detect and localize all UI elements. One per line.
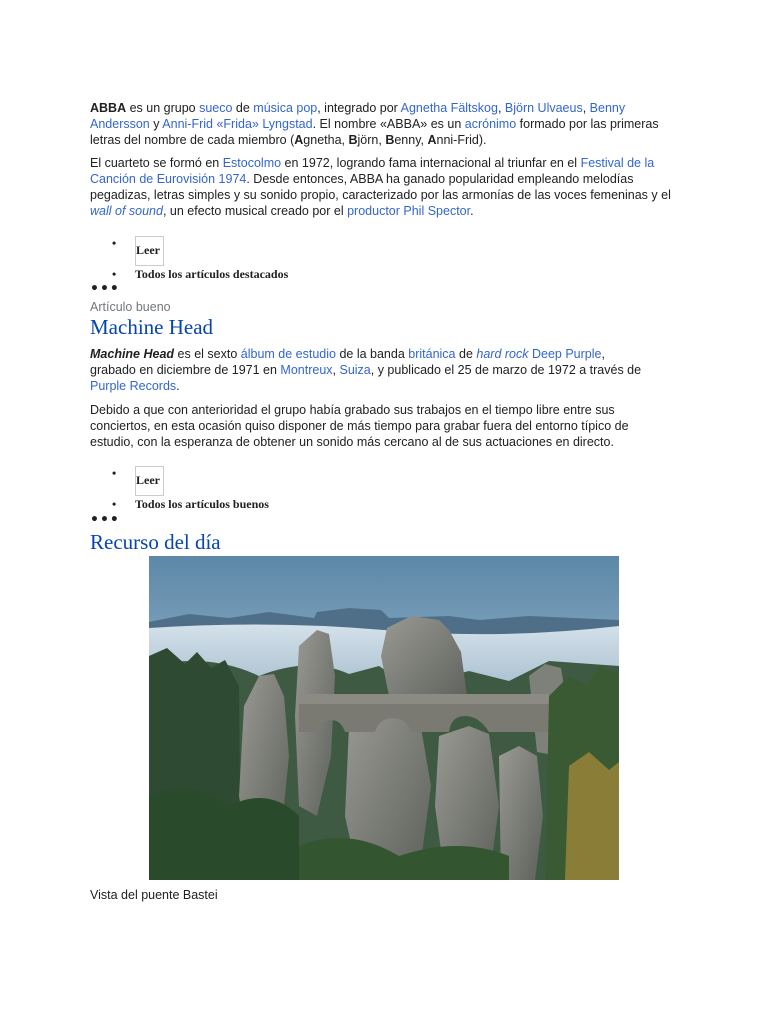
all-featured-articles-link[interactable]: Todos los artículos destacados bbox=[135, 267, 289, 281]
text-run: en 1972, logrando fama internacional al triunfar en el bbox=[281, 156, 581, 170]
text-run: , y publicado el 25 de marzo de 1972 a través de bbox=[370, 363, 642, 377]
read-good-button[interactable]: Leer bbox=[135, 466, 164, 496]
text-run: de la banda bbox=[335, 347, 409, 361]
text-run: enny, bbox=[394, 133, 428, 147]
text-run: de bbox=[455, 347, 477, 361]
text-run: El cuarteto se formó en bbox=[90, 156, 223, 170]
text-run: es un grupo bbox=[126, 101, 200, 115]
text-run: , bbox=[497, 101, 505, 115]
good-article-paragraph-1 bbox=[90, 346, 650, 394]
text-run: B bbox=[348, 133, 358, 147]
inline-link[interactable]: hard rock bbox=[476, 347, 529, 361]
text-run: ABBA bbox=[90, 101, 127, 115]
inline-link[interactable]: wall of sound bbox=[90, 204, 163, 218]
photo-caption: Vista del puente Bastei bbox=[90, 888, 218, 902]
text-run: . Desde entonces, ABBA ha ganado popularidad empleando melodías pegadizas, letras simples y su sonido propio, caracterizado por las armonías de las voces femeninas y el bbox=[90, 172, 671, 202]
read-featured-item bbox=[90, 236, 390, 266]
text-run: jörn, bbox=[357, 133, 386, 147]
all-featured-item bbox=[90, 267, 390, 282]
text-run: B bbox=[385, 133, 395, 147]
inline-link[interactable]: Björn Ulvaeus bbox=[504, 101, 583, 115]
good-article-title[interactable]: Machine Head bbox=[90, 315, 214, 339]
inline-link[interactable]: Anni-Frid «Frida» Lyngstad bbox=[162, 117, 313, 131]
bastei-bridge-photo[interactable] bbox=[149, 556, 619, 880]
inline-link[interactable]: sueco bbox=[199, 101, 233, 115]
inline-link[interactable]: Suiza bbox=[339, 363, 371, 377]
good-article-paragraph-2: Debido a que con anterioridad el grupo había grabado sus trabajos en el tiempo libre entre sus conciertos, en esta ocasión quiso disponer de más tiempo para grabar fuera del entorno típico de estudio, con la esperanza de obtener un sonido más cercano al de sus actuaciones en directo. bbox=[90, 403, 629, 449]
inline-link[interactable]: Deep Purple bbox=[531, 347, 602, 361]
inline-link[interactable]: Phil Spector bbox=[403, 204, 471, 218]
text-run: A bbox=[294, 133, 304, 147]
inline-link[interactable]: Agnetha Fältskog bbox=[400, 101, 498, 115]
text-run: , un efecto musical creado por el bbox=[162, 204, 348, 218]
read-featured-button[interactable]: Leer bbox=[135, 236, 164, 266]
text-run: de bbox=[232, 101, 254, 115]
inline-link[interactable]: Purple Records bbox=[90, 379, 177, 393]
inline-link[interactable]: Benny Andersson bbox=[90, 101, 626, 131]
featured-article-paragraph-2 bbox=[90, 155, 675, 219]
text-run: gnetha, bbox=[303, 133, 349, 147]
inline-link[interactable]: álbum de estudio bbox=[240, 347, 336, 361]
text-run: , bbox=[582, 101, 590, 115]
text-run: A bbox=[427, 133, 437, 147]
text-run: , integrado por bbox=[317, 101, 401, 115]
inline-link[interactable]: música pop bbox=[253, 101, 318, 115]
all-good-articles-link[interactable]: Todos los artículos buenos bbox=[135, 497, 269, 511]
all-good-item bbox=[90, 497, 390, 512]
featured-article-paragraph-1 bbox=[90, 100, 675, 148]
text-run: Machine Head bbox=[90, 347, 175, 361]
text-run: es el sexto bbox=[174, 347, 241, 361]
text-run: . bbox=[176, 379, 180, 393]
text-run: , bbox=[332, 363, 340, 377]
text-run: y bbox=[149, 117, 163, 131]
text-run: , grabado en diciembre de 1971 en bbox=[90, 347, 605, 377]
text-run: formado por las primeras letras del nombre de cada miembro ( bbox=[90, 117, 659, 147]
text-run: . El nombre «ABBA» es un bbox=[312, 117, 465, 131]
text-run: . bbox=[470, 204, 474, 218]
inline-link[interactable]: Montreux bbox=[280, 363, 333, 377]
good-article-actions bbox=[90, 466, 390, 512]
inline-link[interactable]: acrónimo bbox=[464, 117, 517, 131]
good-article-kicker: Artículo bueno bbox=[90, 300, 171, 314]
inline-link[interactable]: productor bbox=[347, 204, 400, 218]
more-options-icon[interactable]: ••• bbox=[90, 281, 120, 297]
inline-link[interactable]: británica bbox=[408, 347, 456, 361]
text-run: nni-Frid). bbox=[436, 133, 487, 147]
read-good-item bbox=[90, 466, 390, 496]
inline-link[interactable]: Festival de la Canción de Eurovisión 1974 bbox=[90, 156, 655, 186]
featured-article-actions bbox=[90, 236, 390, 282]
more-options-icon[interactable]: ••• bbox=[90, 512, 120, 528]
resource-of-day-title[interactable]: Recurso del día bbox=[90, 530, 221, 554]
inline-link[interactable]: Estocolmo bbox=[222, 156, 282, 170]
